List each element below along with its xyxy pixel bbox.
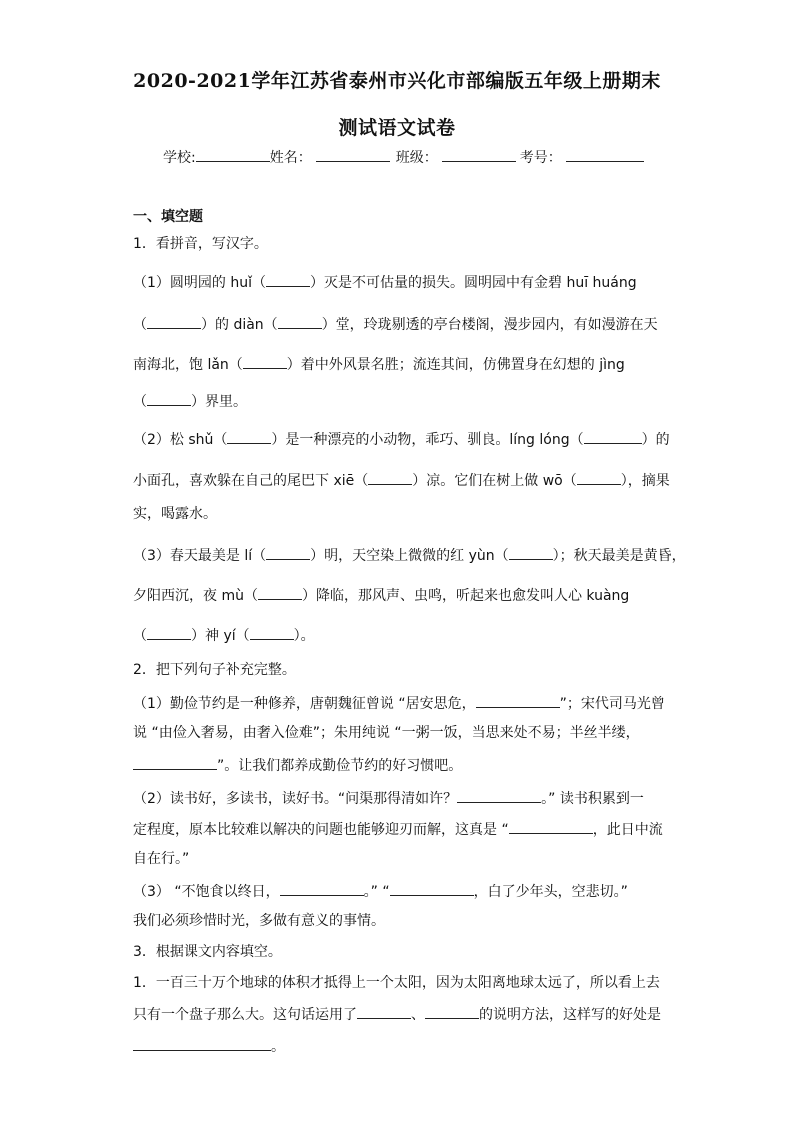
question-1-stem: 1．看拼音，写汉字。 [133, 236, 268, 252]
exam-title-line1: 2020-2021学年江苏省泰州市兴化市部编版五年级上册期末 [133, 70, 661, 92]
blank[interactable] [368, 471, 412, 485]
blank[interactable] [509, 546, 553, 560]
blank[interactable] [243, 355, 287, 369]
blank[interactable] [577, 471, 621, 485]
section-heading: 一、填空题 [133, 209, 203, 225]
blank[interactable] [250, 626, 294, 640]
blank[interactable] [584, 430, 642, 444]
blank[interactable] [476, 694, 560, 708]
blank[interactable] [133, 1037, 271, 1051]
q1-p3-line3: （ ）神 yí（ ）。 [133, 628, 315, 644]
blank[interactable] [425, 1005, 479, 1019]
blank[interactable] [258, 586, 302, 600]
class-field[interactable] [442, 147, 516, 162]
blank[interactable] [280, 882, 364, 896]
q2-p2-line3: 自在行。” [133, 851, 190, 867]
q3-p1-line2: 只有一个盘子那么大。这句话运用了 、 的说明方法，这样写的好处是 [133, 1007, 661, 1023]
number-field[interactable] [566, 147, 644, 162]
q2-p1-line3: ”。让我们都养成勤俭节约的好习惯吧。 [133, 756, 462, 774]
name-field[interactable] [316, 147, 390, 162]
blank[interactable] [133, 756, 217, 770]
q1-p1-line2: （ ）的 diàn（ ）堂，玲珑剔透的亭台楼阁，漫步园内，有如漫游在天 [133, 317, 658, 333]
question-2-stem: 2．把下列句子补充完整。 [133, 662, 296, 678]
question-3-stem: 3．根据课文内容填空。 [133, 944, 282, 960]
blank[interactable] [227, 430, 271, 444]
q1-p1-line3: 南海北，饱 lǎn（ ）着中外风景名胜；流连其间，仿佛置身在幻想的 jìng [133, 357, 625, 373]
q1-p3-line2: 夕阳西沉，夜 mù（ ）降临，那风声、虫鸣，听起来也愈发叫人心 kuàng [133, 588, 630, 604]
name-label: 姓名： [269, 150, 312, 166]
q1-p1-line1: （1）圆明园的 huǐ（ ）灭是不可估量的损失。圆明园中有金碧 huī huáng [133, 275, 637, 291]
exam-title-line2: 测试语文试卷 [338, 117, 456, 139]
q2-p2-line2: 定程度，原本比较难以解决的问题也能够迎刃而解，这真是 “ ，此日中流 [133, 822, 663, 838]
student-info-row [163, 147, 644, 167]
blank[interactable] [390, 882, 474, 896]
blank[interactable] [457, 789, 541, 803]
blank[interactable] [278, 315, 322, 329]
class-label: 班级： [395, 150, 438, 166]
q1-p2-line1: （2）松 shǔ（ ）是一种漂亮的小动物，乖巧、驯良。líng lóng（ ）的 [133, 432, 670, 448]
blank[interactable] [147, 392, 191, 406]
q2-p1-line2: 说 “由俭入奢易，由奢入俭难”；朱用纯说 “一粥一饭，当思来处不易；半丝半缕， [133, 725, 640, 741]
q1-p1-line4: （ ）界里。 [133, 394, 247, 410]
blank[interactable] [266, 273, 310, 287]
q2-p1-line1: （1）勤俭节约是一种修养，唐朝魏征曾说 “居安思危， ”；宋代司马光曾 [133, 696, 665, 712]
blank[interactable] [509, 820, 593, 834]
q2-p3-line1: （3） “不饱食以终日， 。” “ ，白了少年头，空悲切。” [133, 884, 628, 900]
q1-p2-line3: 实，喝露水。 [133, 506, 217, 522]
q3-p1-line1: 1．一百三十万个地球的体积才抵得上一个太阳，因为太阳离地球太远了，所以看上去 [133, 975, 660, 991]
blank[interactable] [266, 546, 310, 560]
school-field[interactable] [196, 147, 270, 162]
q1-p2-line2: 小面孔，喜欢躲在自己的尾巴下 xiē（ ）凉。它们在树上做 wō（ ），摘果 [133, 473, 670, 489]
blank[interactable] [357, 1005, 411, 1019]
q1-p3-line1: （3）春天最美是 lí（ ）明，天空染上微微的红 yùn（ ）；秋天最美是黄昏， [133, 548, 686, 564]
blank[interactable] [147, 315, 201, 329]
q2-p3-line2: 我们必须珍惜时光，多做有意义的事情。 [133, 913, 385, 929]
blank[interactable] [147, 626, 191, 640]
q3-p1-line3: 。 [133, 1037, 285, 1055]
school-label: 学校: [163, 150, 196, 166]
number-label: 考号： [519, 150, 562, 166]
q2-p2-line1: （2）读书好，多读书，读好书。“问渠那得清如许？ 。” 读书积累到一 [133, 791, 644, 807]
